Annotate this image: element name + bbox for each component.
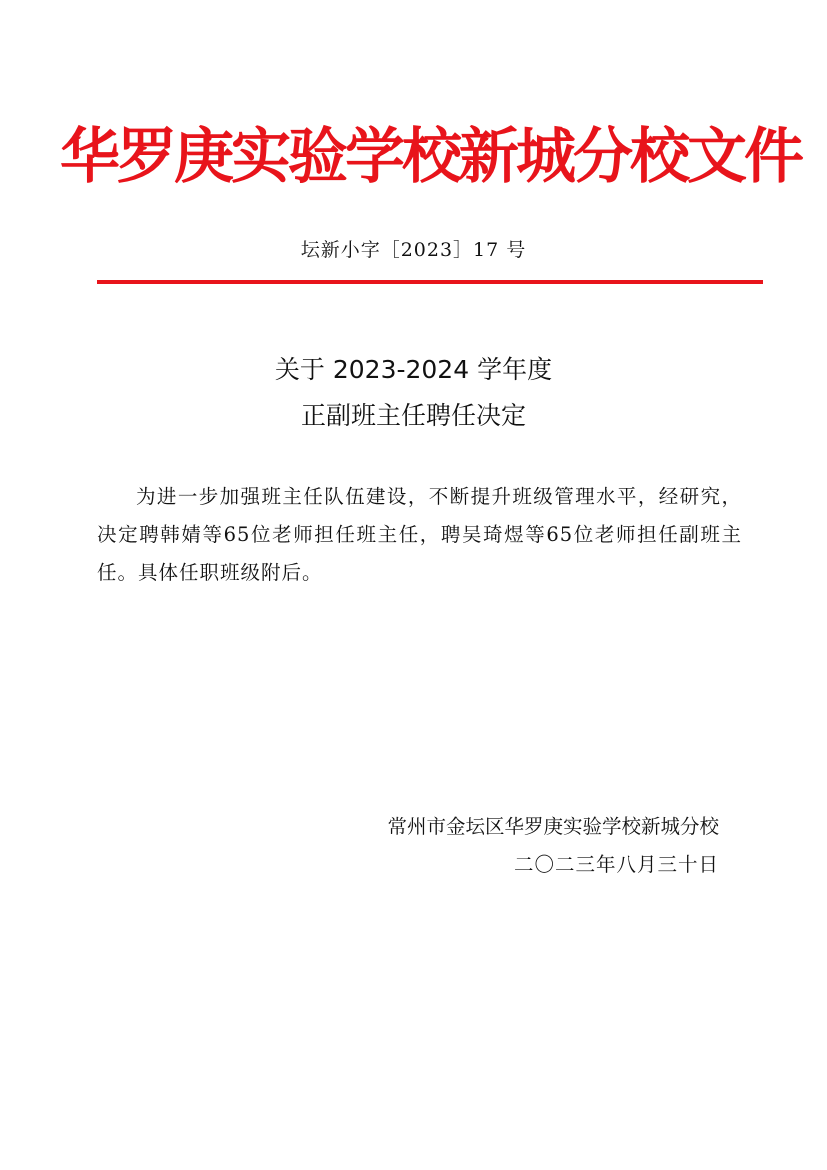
document-title-line-2: 正副班主任聘任决定 — [300, 401, 526, 430]
red-divider-line — [97, 280, 763, 284]
body-paragraph: 为进一步加强班主任队伍建设，不断提升班级管理水平，经研究，决定聘韩婧等65位老师担任班主任，聘吴琦煜等65位老师担任副班主任。具体任职班级附后。 — [97, 485, 742, 584]
document-title-line-1: 关于 2023-2024 学年度 — [274, 355, 553, 384]
signature-organization: 常州市金坛区华罗庚实验学校新城分校 — [387, 815, 719, 838]
signature-date: 二〇二三年八月三十日 — [513, 853, 719, 876]
document-number: 坛新小字［2023］17 号 — [300, 239, 527, 261]
letterhead-title: 华罗庚实验学校新城分校文件 — [60, 122, 801, 192]
